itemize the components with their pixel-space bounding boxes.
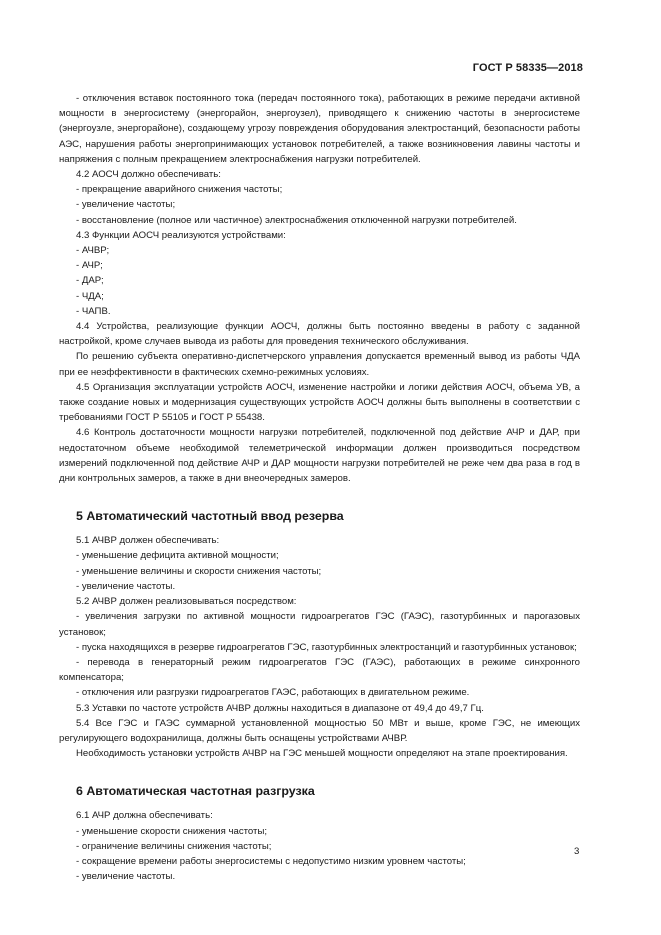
paragraph: 5.3 Уставки по частоте устройств АЧВР должны находиться в диапазоне от 49,4 до 49,7 Гц. xyxy=(76,702,484,714)
paragraph: - АЧВР; xyxy=(76,245,110,257)
paragraph: - уменьшение дефицита активной мощности; xyxy=(76,550,279,562)
paragraph: 6.1 АЧР должна обеспечивать: xyxy=(76,810,213,822)
paragraph: - уменьшение скорости снижения частоты; xyxy=(76,825,268,837)
paragraph: 5.1 АЧВР должен обеспечивать: xyxy=(76,535,220,547)
paragraph: - перевода в генераторный режим гидроагрегатов ГЭС (ГАЭС), работающих в режиме синхронного компенсатора; xyxy=(59,656,580,684)
paragraph: - увеличения загрузки по активной мощности гидроагрегатов ГЭС (ГАЭС), газотурбинных и парогазовых установок; xyxy=(59,611,580,638)
paragraph: - ДАР; xyxy=(76,275,104,287)
paragraph: 4.2 АОСЧ должно обеспечивать: xyxy=(76,169,221,181)
paragraph: 5.2 АЧВР должен реализовываться посредством: xyxy=(76,596,297,608)
paragraph: - ЧАПВ. xyxy=(76,305,111,317)
paragraph: - восстановление (полное или частичное) электроснабжения отключенной нагрузки потребителей. xyxy=(76,214,517,226)
paragraph: 4.3 Функции АОСЧ реализуются устройствами: xyxy=(76,229,286,241)
section-heading: 6 Автоматическая частотная разгрузка xyxy=(76,784,315,799)
document-body xyxy=(59,91,580,884)
paragraph: Необходимость установки устройств АЧВР на ГЭС меньшей мощности определяют на этапе проектирования. xyxy=(76,748,568,760)
paragraph: - уменьшение величины и скорости снижения частоты; xyxy=(76,565,322,577)
paragraph: 4.5 Организация эксплуатации устройств АОСЧ, изменение настройки и логики действия АОСЧ, объема УВ, а также создание новых и модернизация существующих устройств АОСЧ должны быть выполнены в соответствии с требованиями ГОСТ Р 55105 и ГОСТ Р 55438. xyxy=(59,381,580,424)
document-header: ГОСТ Р 58335—2018 xyxy=(472,62,583,74)
paragraph: По решению субъекта оперативно-диспетчерского управления допускается временный вывод из работы ЧДА при ее неэффективности в фактических схемно-режимных условиях. xyxy=(59,351,580,378)
paragraph: 4.6 Контроль достаточности мощности нагрузки потребителей, подключенной под действие АЧР и ДАР, при недостаточном объеме необходимой телеметрической информации должен производиться посредством измерений подключенной под действие АЧР и ДАР мощности нагрузки потребителей не реже чем два раза в год в дни контрольных замеров, а также в дни внеочередных замеров. xyxy=(59,427,580,485)
section-heading: 5 Автоматический частотный ввод резерва xyxy=(76,509,344,524)
paragraph: 5.4 Все ГЭС и ГАЭС суммарной установленной мощностью 50 МВт и выше, кроме ГЭС, не имеющих регулирующего водохранилища, должны быть оснащены устройствами АЧВР. xyxy=(59,717,580,744)
paragraph: - увеличение частоты; xyxy=(76,199,176,211)
paragraph: - сокращение времени работы энергосистемы с недопустимо низким уровнем частоты; xyxy=(76,855,466,867)
paragraph: - увеличение частоты. xyxy=(76,871,176,883)
paragraph: - прекращение аварийного снижения частоты; xyxy=(76,184,283,196)
paragraph: - ЧДА; xyxy=(76,290,104,302)
page-number: 3 xyxy=(574,846,580,857)
paragraph: - отключения или разгрузки гидроагрегатов ГАЭС, работающих в двигательном режиме. xyxy=(76,687,470,699)
paragraph: - ограничение величины снижения частоты; xyxy=(76,840,272,852)
paragraph: - увеличение частоты. xyxy=(76,580,176,592)
paragraph: 4.4 Устройства, реализующие функции АОСЧ, должны быть постоянно введены в работу с заданной настройкой, кроме случаев вывода из работы для проведения технического обслуживания. xyxy=(59,321,580,348)
paragraph: - отключения вставок постоянного тока (передач постоянного тока), работающих в режиме передачи активной мощности в энергосистему (энергорайон, энергоузел), приводящего к снижению частоты в энергосистеме (энергоузле, энергорайоне), создающему угрозу повреждения оборудования электростанций, безопасности работы АЭС, нарушения работы энергопринимающих установок потребителей, а также возникновения лавины частоты и напряжения с полным прекращением электроснабжения нагрузки потребителей. xyxy=(59,93,580,165)
paragraph: - АЧР; xyxy=(76,260,103,272)
paragraph: - пуска находящихся в резерве гидроагрегатов ГЭС, газотурбинных электростанций и газотурбинных установок; xyxy=(76,641,577,653)
